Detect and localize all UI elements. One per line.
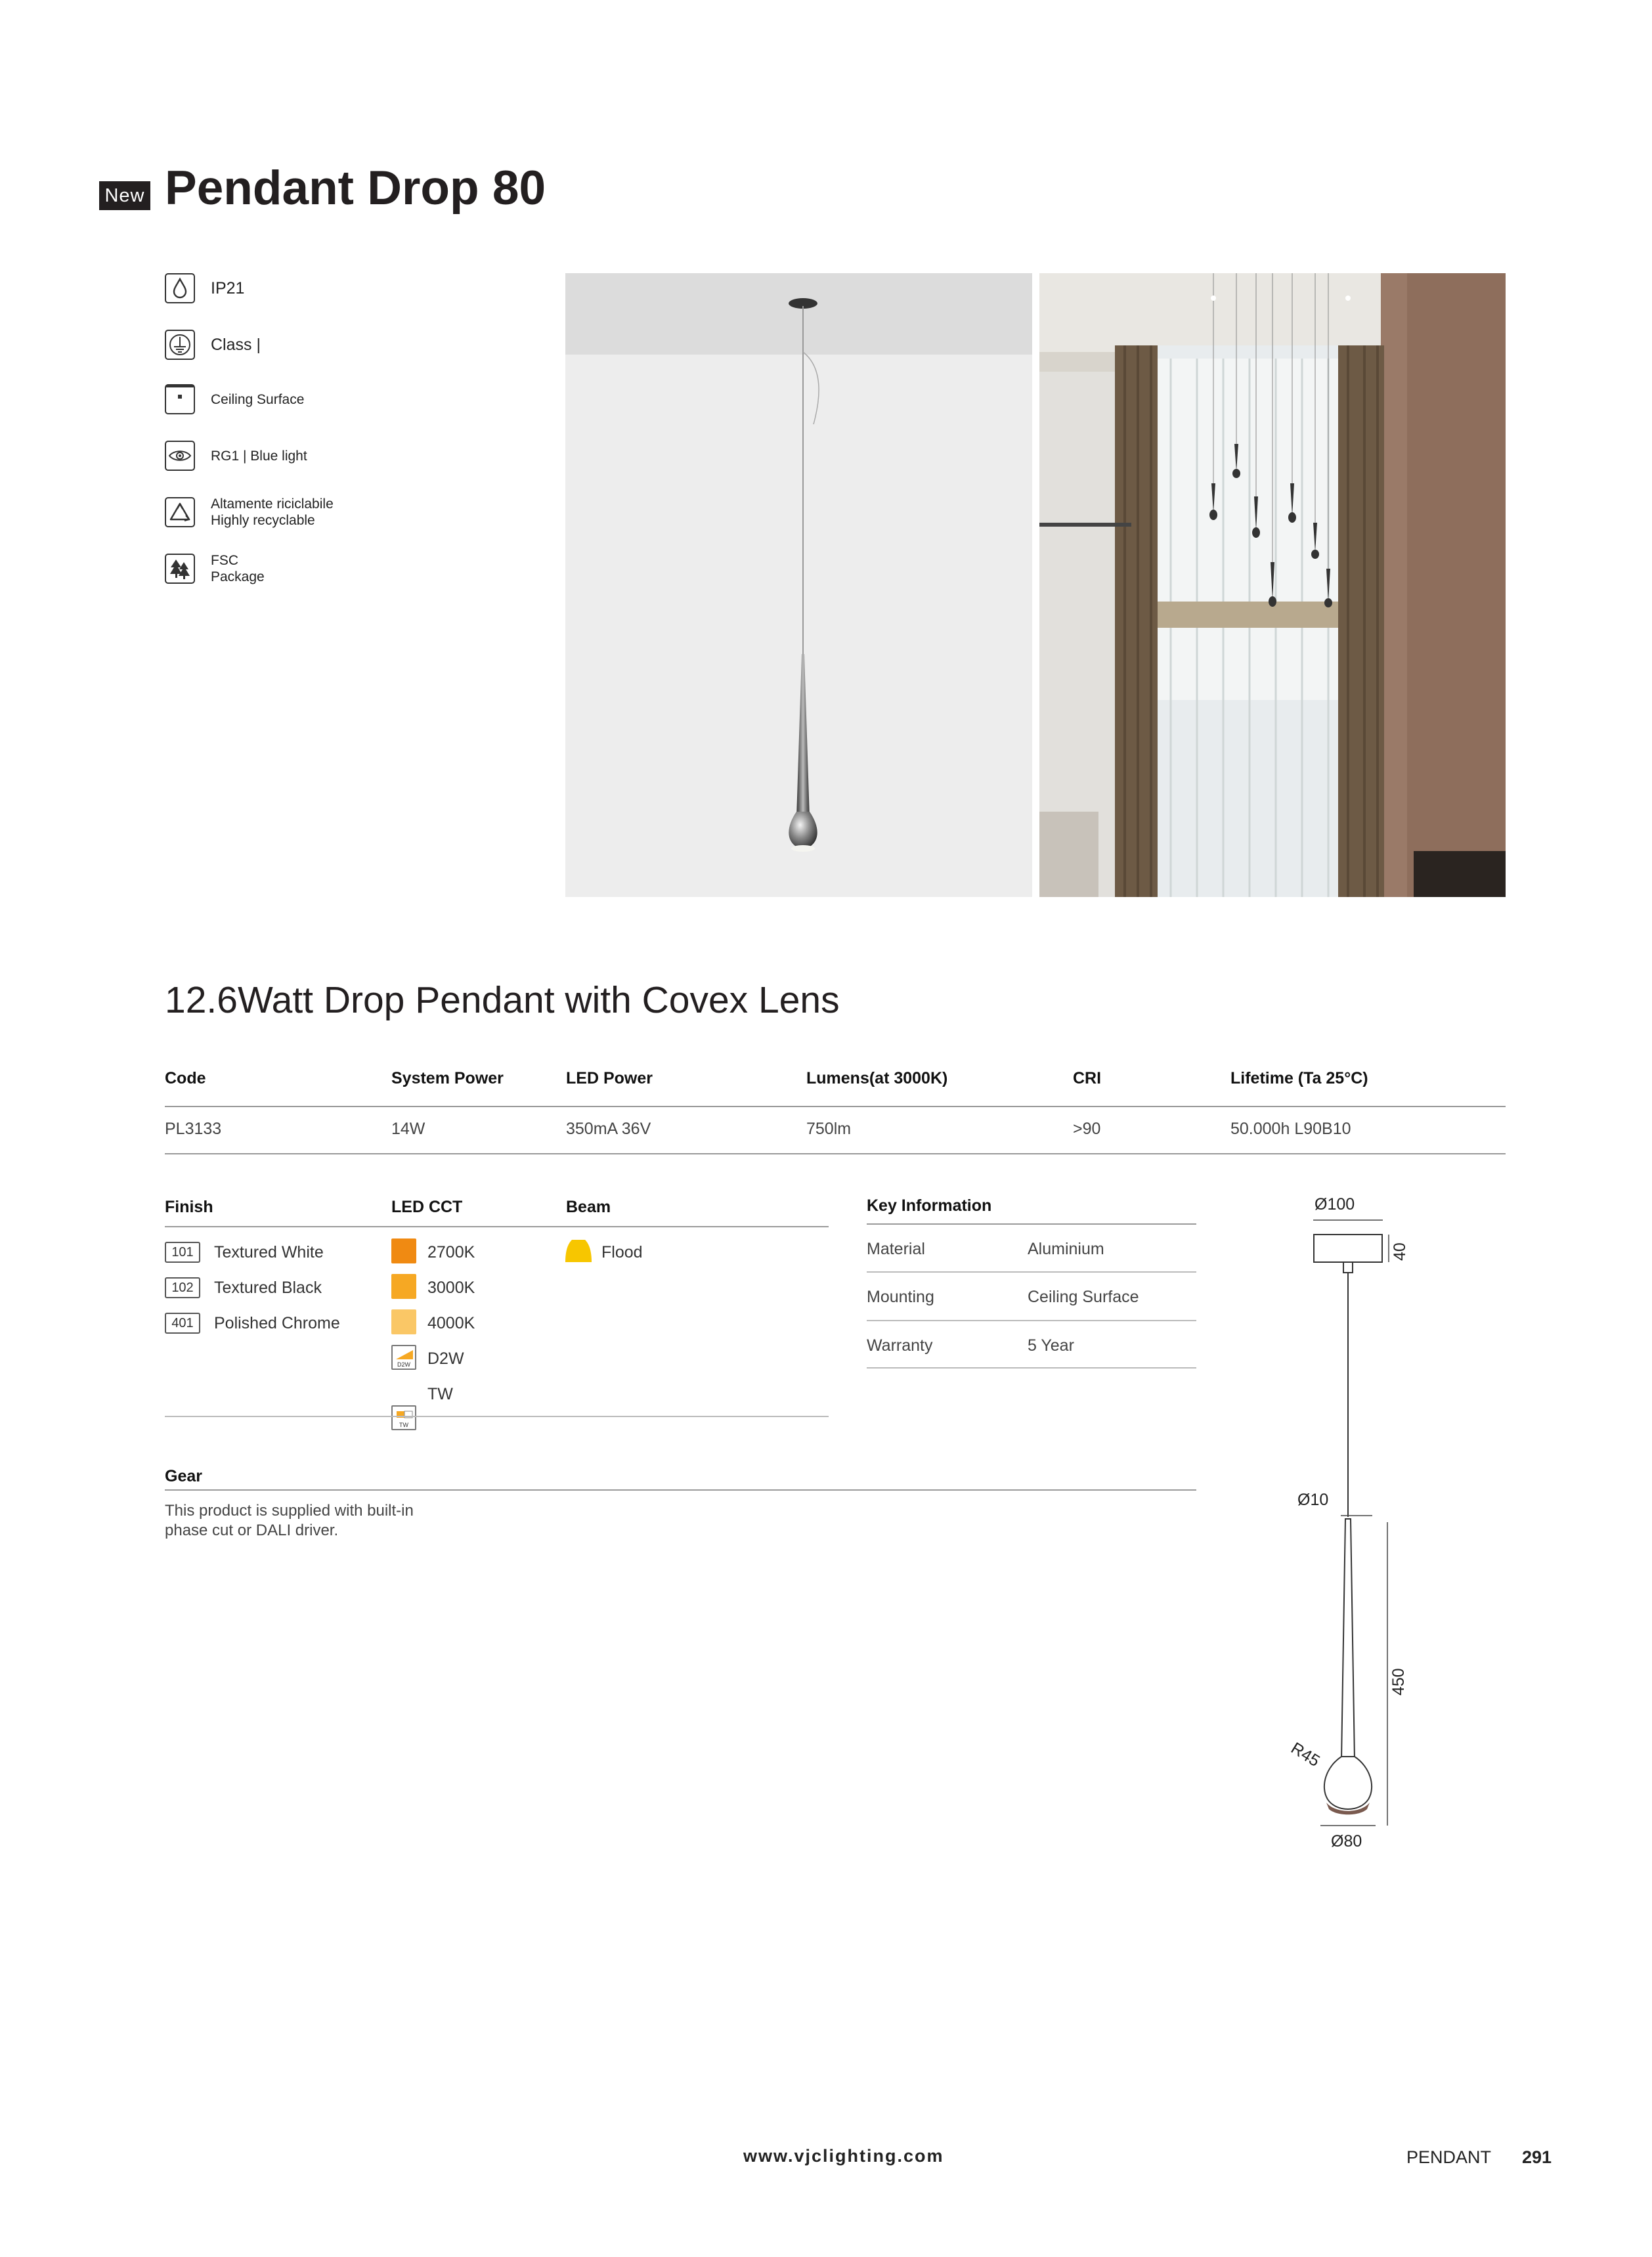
dim-length: 450 — [1389, 1668, 1408, 1696]
footer-category: PENDANT — [1406, 2147, 1492, 2167]
spec-led-power: 350mA 36V — [566, 1120, 651, 1138]
finish-header: Finish — [165, 1198, 213, 1216]
divider — [867, 1223, 1196, 1225]
cct-swatch-3000k — [391, 1274, 416, 1299]
water-drop-icon — [165, 273, 195, 303]
divider — [867, 1320, 1196, 1321]
dim-cable-diameter: Ø10 — [1297, 1491, 1329, 1509]
technical-drawing — [1280, 1195, 1412, 1878]
key-info-value: Ceiling Surface — [1028, 1288, 1139, 1306]
spec-header-system-power: System Power — [391, 1069, 504, 1087]
feature-photobiological — [165, 437, 506, 474]
feature-text: Package — [211, 569, 265, 584]
key-info-header: Key Information — [867, 1196, 992, 1215]
beam-flood-icon — [565, 1237, 592, 1267]
recycle-icon — [165, 497, 195, 527]
key-info-key: Warranty — [867, 1336, 933, 1355]
dim-canopy-height: 40 — [1391, 1242, 1409, 1261]
finish-code-box: 401 — [165, 1313, 200, 1334]
dim-lens-diameter: Ø80 — [1331, 1832, 1362, 1851]
tw-icon — [391, 1405, 416, 1430]
feature-text: Class | — [211, 335, 261, 354]
spec-header-lifetime: Lifetime (Ta 25°C) — [1230, 1069, 1368, 1087]
fsc-tree-icon — [165, 554, 195, 584]
feature-text: Ceiling Surface — [211, 391, 305, 407]
gear-line: This product is supplied with built-in — [165, 1502, 414, 1520]
cct-header: LED CCT — [391, 1198, 463, 1216]
product-subtitle: 12.6Watt Drop Pendant with Covex Lens — [165, 979, 840, 1021]
product-photo — [565, 273, 1032, 897]
feature-text: FSC — [211, 553, 238, 568]
feature-recyclable — [165, 494, 506, 531]
cct-label: D2W — [427, 1349, 464, 1368]
page-number: 291 — [1522, 2147, 1552, 2167]
feature-ip-rating — [165, 270, 506, 307]
dim-radius: R45 — [1288, 1739, 1323, 1771]
d2w-icon — [391, 1345, 416, 1370]
spec-header-code: Code — [165, 1069, 206, 1087]
key-info-value: Aluminium — [1028, 1240, 1104, 1258]
feature-mounting — [165, 381, 506, 418]
feature-text: IP21 — [211, 278, 245, 297]
gear-description — [165, 1501, 414, 1541]
key-info-value: 5 Year — [1028, 1336, 1074, 1355]
gear-header: Gear — [165, 1467, 202, 1485]
divider — [867, 1271, 1196, 1273]
key-info-key: Material — [867, 1240, 925, 1258]
dim-canopy-diameter: Ø100 — [1315, 1195, 1355, 1214]
divider — [867, 1367, 1196, 1369]
tw-icon-text: TW — [399, 1422, 408, 1428]
d2w-icon-text: D2W — [397, 1361, 410, 1368]
eye-icon — [165, 441, 195, 471]
beam-header: Beam — [566, 1198, 611, 1216]
beam-label: Flood — [601, 1243, 643, 1261]
divider — [165, 1489, 1196, 1491]
spec-header-cri: CRI — [1073, 1069, 1102, 1087]
cct-swatch-4000k — [391, 1309, 416, 1334]
ceiling-surface-icon — [165, 384, 195, 414]
footer-website[interactable]: www.vjclighting.com — [743, 2146, 944, 2166]
key-info-key: Mounting — [867, 1288, 934, 1306]
feature-class — [165, 326, 506, 363]
feature-text: Highly recyclable — [211, 513, 315, 528]
cct-label: 4000K — [427, 1314, 475, 1332]
product-title: Pendant Drop 80 — [165, 162, 546, 215]
feature-text: Altamente riciclabile — [211, 496, 334, 512]
finish-name: Polished Chrome — [214, 1314, 340, 1332]
new-badge: New — [99, 181, 150, 210]
feature-text: RG1 | Blue light — [211, 448, 307, 464]
spec-system-power: 14W — [391, 1120, 425, 1138]
finish-code-box: 101 — [165, 1242, 200, 1263]
divider — [165, 1153, 1506, 1154]
spec-code: PL3133 — [165, 1120, 222, 1138]
spec-header-led-power: LED Power — [566, 1069, 653, 1087]
finish-code-box: 102 — [165, 1277, 200, 1298]
spec-lifetime: 50.000h L90B10 — [1230, 1120, 1351, 1138]
cct-label: 3000K — [427, 1279, 475, 1297]
finish-name: Textured White — [214, 1243, 324, 1261]
cct-label: 2700K — [427, 1243, 475, 1261]
spec-header-lumens: Lumens(at 3000K) — [806, 1069, 948, 1087]
finish-name: Textured Black — [214, 1279, 322, 1297]
feature-fsc — [165, 550, 506, 587]
divider — [165, 1226, 829, 1227]
divider — [165, 1106, 1506, 1107]
earth-ground-icon — [165, 330, 195, 360]
spec-lumens: 750lm — [806, 1120, 852, 1138]
ambient-photo — [1039, 273, 1506, 897]
cct-swatch-2700k — [391, 1238, 416, 1263]
spec-cri: >90 — [1073, 1120, 1101, 1138]
gear-line: phase cut or DALI driver. — [165, 1522, 339, 1539]
divider — [165, 1416, 829, 1417]
cct-label: TW — [427, 1385, 453, 1403]
